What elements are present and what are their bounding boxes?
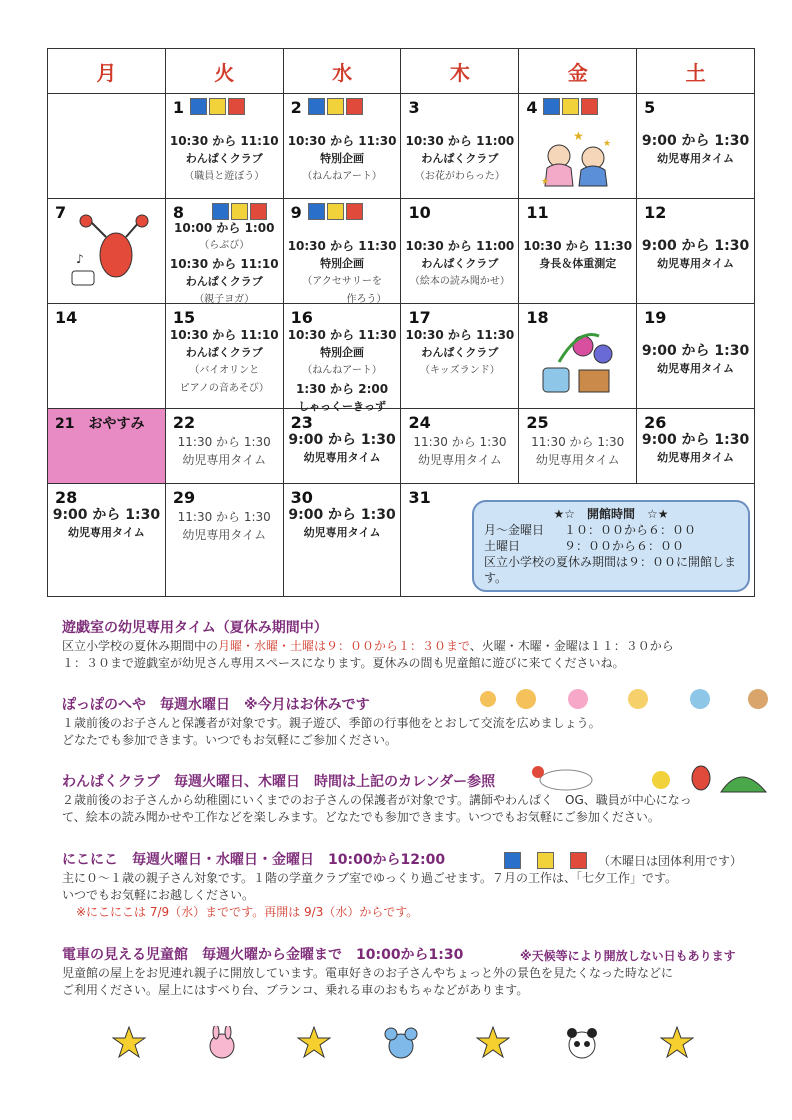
hours-value: １０：００から６：００ <box>564 523 697 537</box>
day-number: 26 <box>644 413 667 432</box>
day-cell-empty <box>48 94 166 199</box>
hours-label: 月～金曜日 <box>484 523 545 537</box>
section-heading: 遊戯室の幼児専用タイム（夏休み期間中） <box>62 620 328 636</box>
day-number: 8 <box>172 203 184 222</box>
event-sub-2: ピアノの音あそび） <box>179 383 269 394</box>
section-heading: わんぱくクラブ 毎週火曜日、木曜日 時間は上記のカレンダー参照 <box>62 774 496 790</box>
event-name: 幼児専用タイム <box>657 152 734 165</box>
day-cell-21 <box>48 409 166 484</box>
opening-hours-title: ★☆ 開館時間 ☆★ <box>553 507 669 521</box>
blue-icon <box>308 98 325 115</box>
event-name: 幼児専用タイム <box>303 451 381 464</box>
event-time: 11:30 から 1:30 <box>413 435 507 449</box>
event-time: 9:00 から 1:30 <box>641 343 750 359</box>
outdoor-scene-illustration <box>526 762 776 794</box>
text-part: 、火曜・木曜・金曜は１１：３０から <box>469 639 674 653</box>
star-icon <box>112 1026 146 1060</box>
day-cell-22 <box>165 409 283 484</box>
event-time: 9:00 から 1:30 <box>52 507 161 523</box>
day-number: 18 <box>526 308 549 327</box>
event-sub: （職員と遊ぼう） <box>184 171 265 182</box>
event-name: 幼児専用タイム <box>657 257 734 270</box>
day-number: 4 <box>526 98 538 117</box>
day-cell-16 <box>283 304 401 413</box>
event-time: 9:00 から 1:30 <box>641 238 750 254</box>
day-number: 5 <box>644 98 656 117</box>
event-name: わんぱくクラブ <box>421 257 499 270</box>
activity-icons <box>504 852 587 869</box>
section-side-note: ※天候等により開放しない日もあります <box>520 949 736 963</box>
section-text: 児童館の屋上をお児連れ親子に開放しています。電車好きのお子さんやちょっと外の景色を見たくなった時などに <box>62 966 674 980</box>
day-cell-25 <box>519 409 637 484</box>
event-time: 9:00 から 1:30 <box>288 432 396 448</box>
day-number: 24 <box>408 413 431 432</box>
event-sub: （バイオリンと <box>189 365 260 376</box>
event-name: わんぱくクラブ <box>185 152 263 165</box>
day-number: 10 <box>408 203 431 222</box>
event-time: 9:00 から 1:30 <box>641 133 750 149</box>
hours-label: 土曜日 <box>484 539 521 553</box>
activity-icons <box>308 98 363 115</box>
event-name: 幼児専用タイム <box>418 453 502 467</box>
day-cell-7 <box>48 199 166 304</box>
event-time-2: 1:30 から 2:00 <box>296 382 389 396</box>
day-cell-8 <box>165 199 283 304</box>
day-number: 23 <box>290 413 313 432</box>
hours-row-saturday <box>484 538 738 554</box>
event-time: 10:30 から 11:30 <box>287 239 397 253</box>
day-number: 22 <box>172 413 196 432</box>
day-number: 21 <box>55 416 75 432</box>
bunny-icon <box>205 1026 239 1060</box>
event-time: 11:30 から 1:30 <box>177 435 271 449</box>
event-time: 10:30 から 11:30 <box>523 239 633 253</box>
section-text: て、絵本の読み聞かせや工作などを楽しみます。どなたでも参加できます。いつでもお気軽にご参加ください。 <box>62 810 660 824</box>
event-time: 10:30 から 11:30 <box>287 328 397 342</box>
event-sub: （お花がわらった） <box>414 171 505 182</box>
blue-icon <box>504 852 521 869</box>
yellow-icon <box>209 98 226 115</box>
weekday-thu: 木 <box>401 49 519 94</box>
red-icon <box>346 203 363 220</box>
day-cell-18 <box>519 304 637 409</box>
section-side-note: （木曜日は団体利用です） <box>598 854 743 868</box>
day-cell-4 <box>519 94 637 199</box>
event-sub: （絵本の読み聞かせ） <box>409 276 510 287</box>
day-cell-9 <box>283 199 401 304</box>
day-number: 31 <box>408 488 431 507</box>
svg-text:♪: ♪ <box>76 252 84 266</box>
section-text: どなたでも参加できます。いつでもお気軽にご参加ください。 <box>62 733 398 747</box>
event-name: わんぱくクラブ <box>421 152 499 165</box>
event-name: 幼児専用タイム <box>657 451 734 464</box>
section-text: １歳前後のお子さんと保護者が対象です。親子遊び、季節の行事他をとおして交流を広めましょう。 <box>62 716 601 730</box>
day-number: 12 <box>644 203 667 222</box>
day-number: 11 <box>526 203 549 222</box>
event-name: わんぱくクラブ <box>185 346 263 359</box>
day-cell-30 <box>283 484 401 597</box>
day-number: 28 <box>55 488 78 507</box>
event-name: 特別企画 <box>320 152 365 165</box>
event-name: 特別企画 <box>320 257 365 270</box>
blue-icon <box>308 203 325 220</box>
day-number: 30 <box>290 488 313 507</box>
event-time: 10:30 から 11:10 <box>169 328 279 342</box>
section-infant-time <box>62 618 762 672</box>
panda-icon <box>565 1026 599 1060</box>
event-name: 幼児専用タイム <box>657 362 734 375</box>
morning-glory-illustration <box>539 328 619 396</box>
event-name: 幼児専用タイム <box>182 528 267 542</box>
day-cell-14 <box>48 304 166 409</box>
activity-icons <box>308 203 363 220</box>
red-icon <box>346 98 363 115</box>
day-cell-12 <box>637 199 755 304</box>
text-highlight: 月曜・水曜・土曜は９：００から１：３０まで <box>218 639 470 653</box>
weekday-wed: 水 <box>283 49 401 94</box>
event-name: 幼児専用タイム <box>303 526 381 539</box>
day-cell-28 <box>48 484 166 597</box>
day-number: 7 <box>55 203 67 222</box>
event-time-2: 10:30 から 11:10 <box>169 257 279 271</box>
red-icon <box>250 203 267 220</box>
section-notice: ※にこにこは 7/9（水）までです。再開は 9/3（水）からです。 <box>76 905 419 919</box>
section-text: 主に０～１歳の親子さん対象です。１階の学童クラブ室でゆっくり過ごせます。７月の工作は、「七夕工作」です。 <box>62 871 678 885</box>
event-time: 10:30 から 11:30 <box>405 328 515 342</box>
day-cell-26 <box>637 409 755 484</box>
star-icon <box>660 1026 694 1060</box>
day-number: 25 <box>526 413 549 432</box>
holiday-label <box>55 413 144 433</box>
event-time: 11:30 から 1:30 <box>177 510 271 524</box>
section-text: ご利用ください。屋上にはすべり台、ブランコ、乗れる車のおもちゃなどがあります。 <box>62 983 529 997</box>
event-name: 幼児専用タイム <box>182 453 267 467</box>
day-cell-24 <box>401 409 519 484</box>
event-time: 10:30 から 11:00 <box>405 239 515 253</box>
red-icon <box>581 98 598 115</box>
svg-text:★: ★ <box>603 139 612 149</box>
day-number: 19 <box>644 308 667 327</box>
weekday-sat: 土 <box>637 49 755 94</box>
event-time: 9:00 から 1:30 <box>641 432 750 448</box>
day-number: 17 <box>408 308 431 327</box>
day-number: 15 <box>172 308 196 327</box>
day-number: 2 <box>290 98 302 117</box>
event-sub: （アクセサリーを <box>302 276 382 287</box>
day-number: 14 <box>55 308 78 327</box>
event-sub: （ねんねアート） <box>302 171 382 182</box>
hours-row-weekday <box>484 522 738 538</box>
event-name: わんぱくクラブ <box>185 275 263 288</box>
yellow-icon <box>231 203 248 220</box>
event-sub: （キッズランド） <box>419 365 500 376</box>
mouse-icon <box>384 1026 418 1060</box>
star-icon <box>297 1026 331 1060</box>
day-cell-1 <box>165 94 283 199</box>
event-name: わんぱくクラブ <box>421 346 499 359</box>
day-cell-29 <box>165 484 283 597</box>
day-number: 16 <box>290 308 313 327</box>
day-cell-3 <box>401 94 519 199</box>
svg-text:★: ★ <box>573 129 585 143</box>
event-time: 9:00 から 1:30 <box>288 507 396 523</box>
red-icon <box>570 852 587 869</box>
activity-icons <box>543 98 598 115</box>
section-text: １：３０まで遊戯室が幼児さん専用スペースになります。夏休みの間も児童館に遊びに来てくださいね。 <box>62 656 625 670</box>
blue-icon <box>190 98 207 115</box>
red-icon <box>228 98 245 115</box>
event-name: 幼児専用タイム <box>535 453 620 467</box>
event-time: 10:00 から 1:00 <box>174 221 275 235</box>
hours-value: ９：００から６：００ <box>564 539 685 553</box>
event-sub: （ねんねアート） <box>302 365 382 376</box>
section-heading: 電車の見える児童館 毎週火曜から金曜まで 10:00から1:30 <box>62 947 464 963</box>
day-number: 9 <box>290 203 302 222</box>
event-time: 10:30 から 11:10 <box>169 134 279 148</box>
section-text: いつでもお気軽にお越しください。 <box>62 888 255 902</box>
text-part: 区立小学校の夏休み期間中の <box>62 639 219 653</box>
tanabata-illustration <box>537 126 617 190</box>
weekday-fri: 金 <box>519 49 637 94</box>
crayfish-illustration <box>70 213 150 293</box>
hours-note: 区立小学校の夏休み期間は９：００に開館します。 <box>484 555 737 585</box>
day-number: 1 <box>172 98 184 117</box>
event-name: 特別企画 <box>320 346 365 359</box>
yellow-icon <box>537 852 554 869</box>
section-text <box>62 638 762 655</box>
day-number: 29 <box>172 488 196 507</box>
event-time: 10:30 から 11:30 <box>287 134 397 148</box>
section-heading: ぽっぽのへや 毎週水曜日 ※今月はお休みです <box>62 697 370 713</box>
day-cell-11 <box>519 199 637 304</box>
day-cell-5 <box>637 94 755 199</box>
yellow-icon <box>327 98 344 115</box>
day-cell-2 <box>283 94 401 199</box>
day-cell-17 <box>401 304 519 409</box>
event-sub-2: （親子ヨガ） <box>194 294 255 305</box>
star-icon <box>476 1026 510 1060</box>
yellow-icon <box>562 98 579 115</box>
event-sub-2: 作ろう） <box>346 294 387 305</box>
blue-icon <box>212 203 229 220</box>
event-name: 幼児専用タイム <box>68 526 145 539</box>
holiday-text: おやすみ <box>88 416 145 432</box>
yellow-icon <box>327 203 344 220</box>
weekday-mon: 月 <box>48 49 166 94</box>
day-number: 3 <box>408 98 420 117</box>
event-time: 10:30 から 11:00 <box>405 134 515 148</box>
day-cell-19 <box>637 304 755 409</box>
activity-icons <box>190 98 245 115</box>
blue-icon <box>543 98 560 115</box>
event-sub: （らぶび） <box>199 240 250 251</box>
animal-parade-illustration <box>468 684 778 714</box>
svg-text:★: ★ <box>541 177 550 187</box>
activity-icons <box>212 203 267 220</box>
event-name-2: しゃっくーきっず <box>298 400 387 413</box>
weekday-tue: 火 <box>165 49 283 94</box>
section-heading: にこにこ 毎週火曜日・水曜日・金曜日 10:00から12:00 <box>62 852 446 868</box>
day-cell-15 <box>165 304 283 409</box>
section-text: ２歳前後のお子さんから幼稚園にいくまでのお子さんの保護者が対象です。講師やわんぱく OG、職員が中心になっ <box>62 793 692 807</box>
day-cell-23 <box>283 409 401 484</box>
opening-hours-box <box>472 500 750 592</box>
event-time: 11:30 から 1:30 <box>531 435 625 449</box>
day-cell-10 <box>401 199 519 304</box>
event-name: 身長＆体重測定 <box>539 257 617 270</box>
